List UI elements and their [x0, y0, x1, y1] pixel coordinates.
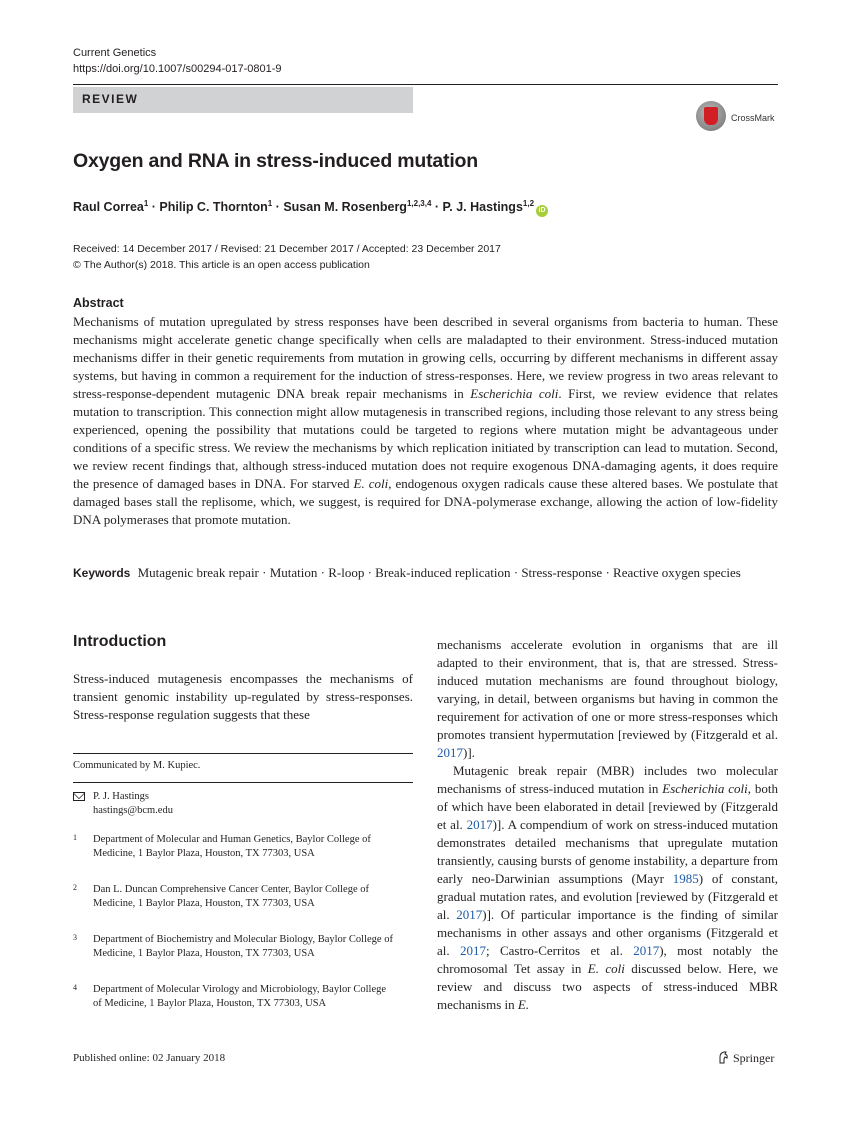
author-affiliation-sup: 1 — [143, 199, 149, 208]
author-name[interactable]: Raul Correa — [73, 200, 144, 215]
footnote-rule — [73, 782, 413, 783]
citation-link[interactable]: 1985 — [672, 871, 699, 886]
text-run: mechanisms accelerate evolution in organisms that are ill adapted to their environment, that is, that are stressed. Stress-induced mutation mechanisms are found throughout biology, varying, in detail, between organisms but having in common the requirement for activation of one or more stress-responses which promotes transient hypermutation [reviewed by (Fitzgerald et al. — [437, 637, 778, 742]
text-run: ; Castro-Cerritos et al. — [486, 943, 634, 958]
contact-email[interactable]: hastings@bcm.edu — [93, 805, 173, 816]
doi-link[interactable]: https://doi.org/10.1007/s00294-017-0801-9 — [73, 63, 282, 75]
keywords-block — [73, 564, 778, 582]
citation-link[interactable]: 2017 — [460, 943, 486, 958]
crossmark-icon — [696, 101, 726, 131]
orcid-icon[interactable]: iD — [536, 205, 548, 217]
crossmark-badge[interactable] — [696, 101, 780, 137]
author-separator: · — [148, 200, 160, 215]
abstract-heading: Abstract — [73, 296, 124, 310]
author-affiliation-sup: 1,2 — [522, 199, 535, 208]
affiliation-text: Dan L. Duncan Comprehensive Cancer Center, Baylor College of Medicine, 1 Baylor Plaza, Houston, TX 77303, USA — [93, 884, 369, 909]
text-run: , endogenous oxygen radicals cause these altered bases. We postulate that damaged bases stall the replisome, which, we suggest, is required for DNA-polymerase exchange, allowing the action of low-fidelity DNA polymerases that promote mutation. — [73, 476, 778, 527]
citation-link[interactable]: 2017 — [633, 943, 660, 958]
affiliation-text: Department of Biochemistry and Molecular Biology, Baylor College of Medicine, 1 Baylor Plaza, Houston, TX 77303, USA — [93, 934, 393, 959]
journal-name: Current Genetics — [73, 47, 157, 59]
affiliation-text: Department of Molecular and Human Genetics, Baylor College of Medicine, 1 Baylor Plaza, Houston, TX 77303, USA — [93, 834, 371, 859]
corresponding-author — [93, 790, 173, 818]
italic-term: Escherichia coli — [662, 781, 748, 796]
text-run: )]. Of particular importance is the finding of similar mechanisms in other assays and other organisms (Fitzgerald et al. — [437, 907, 778, 958]
text-run: )]. — [463, 745, 475, 760]
history-dates: Received: 14 December 2017 / Revised: 21 December 2017 / Accepted: 23 December 2017 — [73, 243, 501, 255]
introduction-left-text: Stress-induced mutagenesis encompasses the mechanisms of transient genomic instability up-regulated by stress-responses. Stress-response regulation suggests that these — [73, 671, 413, 722]
keywords-label: Keywords — [73, 566, 131, 580]
italic-term: E. — [517, 997, 530, 1012]
author-list — [73, 199, 548, 217]
journal-header — [73, 45, 282, 77]
copyright-line: © The Author(s) 2018. This article is an open access publication — [73, 259, 370, 271]
author-affiliation-sup: 1,2,3,4 — [406, 199, 432, 208]
published-date: Published online: 02 January 2018 — [73, 1052, 226, 1064]
text-run: Mutagenic break repair (MBR) includes two molecular mechanisms of stress-induced mutation in — [437, 763, 778, 796]
communicated-by: Communicated by M. Kupiec. — [73, 760, 201, 771]
affiliation-number: 1 — [73, 833, 77, 842]
citation-link[interactable]: 2017 — [456, 907, 483, 922]
author-separator: · — [431, 200, 443, 215]
publisher-logo — [717, 1051, 774, 1066]
body-paragraph — [437, 636, 778, 762]
italic-term: E. coli — [353, 476, 389, 491]
article-dates — [73, 241, 501, 273]
introduction-heading: Introduction — [73, 633, 167, 650]
springer-horse-icon — [717, 1051, 729, 1064]
author-affiliation-sup: 1 — [267, 199, 273, 208]
text-run: discussed below. Here, we review and discuss two aspects of stress-induced MBR mechanisms in — [437, 961, 779, 1012]
affiliation-number: 2 — [73, 883, 77, 892]
text-run: Mechanisms of mutation upregulated by stress responses have been described in several organisms from bacteria to human. These mechanisms might accelerate genetic change specifically when cells are maladapted to their environment. Stress-induced mutation mechanisms differ in their genetic requirements from mutation in growing cells, occurring by different mechanisms in different assay systems, but having in common a requirement for the induction of stress-responses. Here, we review progress in two areas relevant to stress-response-dependent mutagenic DNA break repair mechanisms in — [73, 314, 778, 401]
affiliation-number: 4 — [73, 983, 77, 992]
citation-link[interactable]: 2017 — [466, 817, 493, 832]
text-run: . First, we review evidence that relates mutation to transcription. This connection might allow mutagenesis in transcribed regions, including those relevant to any stress being experienced, opening the possibility that mutations could be targeted to regions where mutation might be advantageous under conditions of a specific stress. We review the mechanisms by which replication initiated by transcription can lead to mutation. Second, we review recent findings that, although stress-induced mutation does not require exogenous DNA-damaging agents, it does require the presence of damaged bases in DNA. For starved — [73, 386, 778, 491]
text-run: ), most notably the chromosomal Tet assay in — [437, 943, 779, 976]
keywords-list: Mutagenic break repair · Mutation · R-loop · Break-induced replication · Stress-response · Reactive oxygen species — [137, 565, 741, 580]
crossmark-bookmark-icon — [704, 107, 718, 125]
contact-name: P. J. Hastings — [93, 791, 150, 802]
author-separator: · — [272, 200, 284, 215]
author-name[interactable]: Philip C. Thornton — [159, 200, 268, 215]
italic-term: Escherichia coli — [470, 386, 559, 401]
text-run: ) of constant, gradual mutation rates, and evolution [reviewed by (Fitzgerald et al. — [437, 871, 778, 922]
text-run: )]. A compendium of work on stress-induced mutation demonstrates detailed mechanisms that upregulate mutation transiently, causing bursts of genome instability, a departure from early neo-Darwinian assumptions (Mayr — [437, 817, 778, 886]
article-title: Oxygen and RNA in stress-induced mutation — [73, 150, 478, 172]
publisher-name: Springer — [733, 1051, 775, 1065]
text-run: , both of which have been elaborated in detail [reviewed by (Fitzgerald et al. — [437, 781, 778, 832]
abstract-body — [73, 313, 778, 529]
introduction-right-text — [437, 636, 778, 1014]
section-label: REVIEW — [82, 92, 139, 106]
italic-term: E. coli — [587, 961, 625, 976]
author-name[interactable]: Susan M. Rosenberg — [283, 200, 407, 215]
author-name[interactable]: P. J. Hastings — [442, 200, 523, 215]
header-rule — [73, 84, 778, 85]
citation-link[interactable]: 2017 — [437, 745, 463, 760]
crossmark-label: CrossMark — [731, 113, 775, 123]
body-paragraph — [437, 762, 778, 1014]
affiliation-number: 3 — [73, 933, 77, 942]
envelope-icon — [73, 792, 85, 801]
affiliation-text: Department of Molecular Virology and Microbiology, Baylor College of Medicine, 1 Baylor Plaza, Houston, TX 77303, USA — [93, 984, 387, 1009]
footnote-rule — [73, 753, 413, 754]
